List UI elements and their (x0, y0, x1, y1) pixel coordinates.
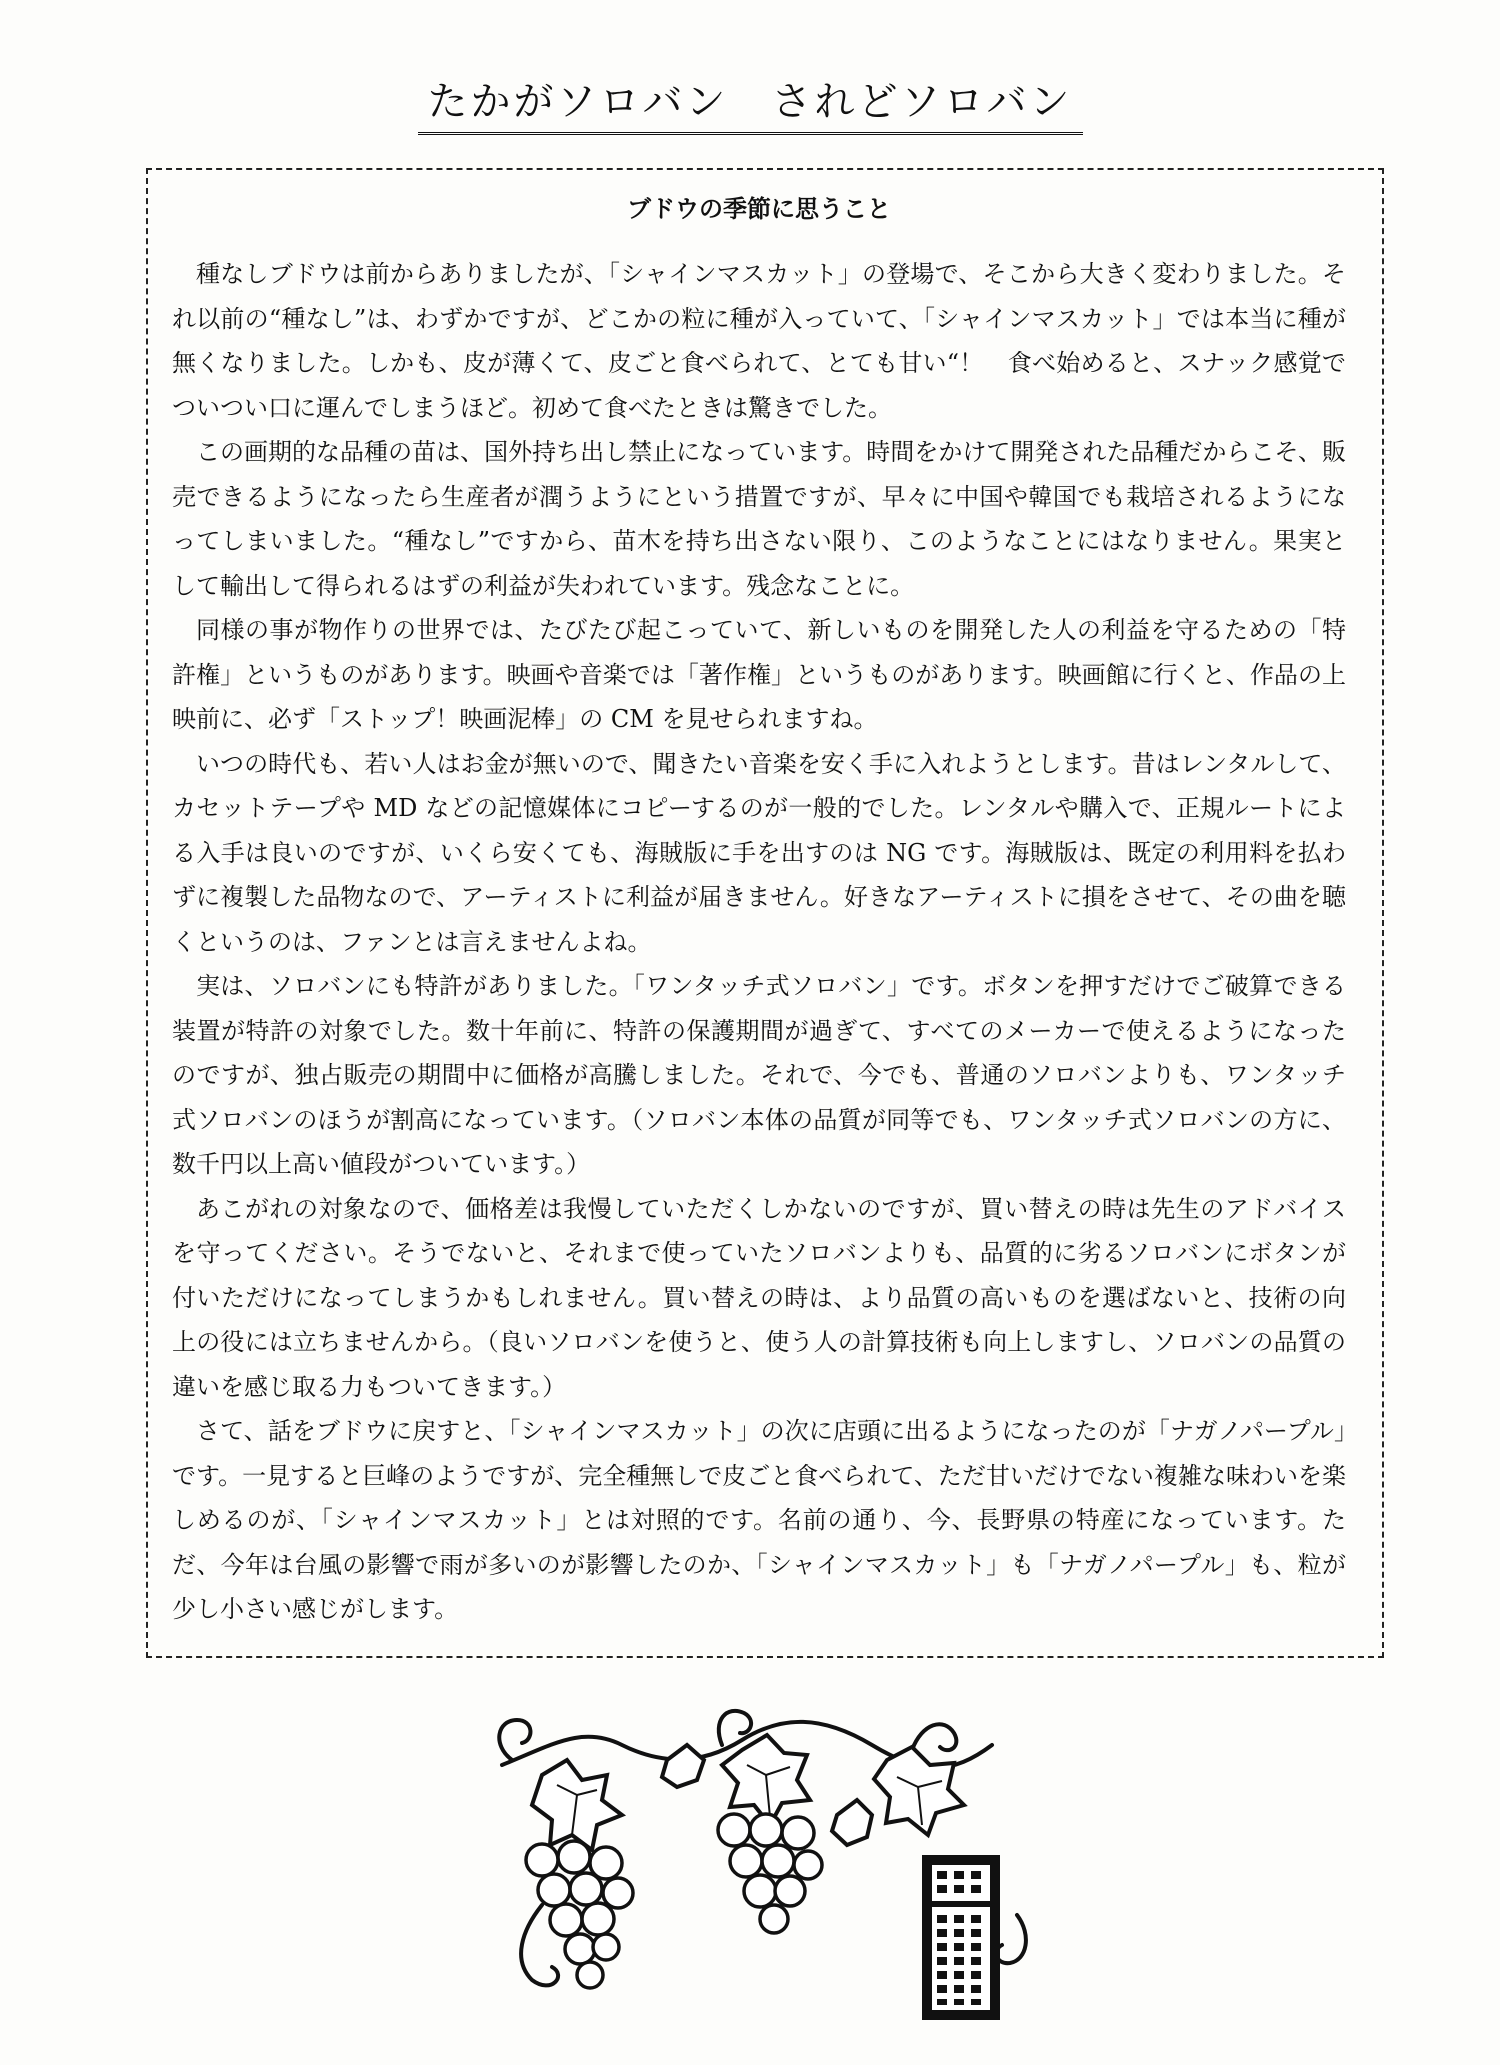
soroban-icon (922, 1855, 1000, 2020)
tendril-right-bottom (996, 1915, 1025, 1963)
leaf-left (532, 1760, 622, 1850)
page-title (0, 76, 1500, 135)
article-paragraph-4: いつの時代も、若い人はお金が無いので、聞きたい音楽を安く手に入れようとします。昔はレンタルして、カセットテープや MD などの記憶媒体にコピーするのが一般的でした。レンタルや購入で、正規ルートによる入手は良いのですが、いくら安くても、海賊版に手を出すのは NG です。海賊版は、既定の利用料を払わずに複製した品物なので、アーティストに利益が届きません。好きなアーティストに損をさせて、その曲を聴くというのは、ファンとは言えませんよね。 (172, 749, 1346, 956)
article-paragraph-7: さて、話をブドウに戻すと、「シャインマスカット」の次に店頭に出るようになったのが「ナガノパープル」です。一見すると巨峰のようですが、完全種無しで皮ごと食べられて、ただ甘いだけでない複雑な味わいを楽しめるのが、「シャインマスカット」とは対照的です。名前の通り、今、長野県の特産になっています。ただ、今年は台風の影響で雨が多いのが影響したのか、「シャインマスカット」も「ナガノパープル」も、粒が少し小さい感じがします。 (172, 1417, 1346, 1623)
tendril-center-top (719, 1711, 751, 1745)
article-box (146, 168, 1384, 1658)
article-paragraph-5: 実は、ソロバンにも特許がありました。「ワンタッチ式ソロバン」です。ボタンを押すだけでご破算できる装置が特許の対象でした。数十年前に、特許の保護期間が過ぎて、すべてのメーカーで使えるようになったのですが、独占販売の期間中に価格が高騰しました。それで、今でも、普通のソロバンよりも、ワンタッチ式ソロバンのほうが割高になっています。（ソロバン本体の品質が同等でも、ワンタッチ式ソロバンの方に、数千円以上高い値段がついています。） (172, 972, 1346, 1178)
article-body (172, 252, 1346, 1632)
article-paragraph-3: 同様の事が物作りの世界では、たびたび起こっていて、新しいものを開発した人の利益を守るための「特許権」というものがあります。映画や音楽では「著作権」というものがあります。映画館に行くと、作品の上映前に、必ず「ストップ！映画泥棒」の CM を見せられますね。 (172, 616, 1346, 733)
leaf-small-left (662, 1745, 704, 1787)
grape-cluster-center (718, 1814, 822, 1933)
article-heading: ブドウの季節に思うこと (627, 195, 891, 223)
article-paragraph-2: この画期的な品種の苗は、国外持ち出し禁止になっています。時間をかけて開発された品種だからこそ、販売できるようになったら生産者が潤うようにという措置ですが、早々に中国や韓国でも栽培されるようになってしまいました。“種なし”ですから、苗木を持ち出さない限り、このようなことにはなりません。果実として輸出して得られるはずの利益が失われています。残念なことに。 (172, 438, 1346, 600)
grape-vine-soroban-icon (472, 1705, 1032, 2035)
article-paragraph-6: あこがれの対象なので、価格差は我慢していただくしかないのですが、買い替えの時は先生のアドバイスを守ってください。そうでないと、それまで使っていたソロバンよりも、品質的に劣るソロバンにボタンが付いただけになってしまうかもしれません。買い替えの時は、より品質の高いものを選ばないと、技術の向上の役には立ちませんから。（良いソロバンを使うと、使う人の計算技術も向上しますし、ソロバンの品質の違いを感じ取る力もついてきます。） (172, 1194, 1346, 1401)
page-title-text: たかがソロバン されどソロバン (418, 76, 1083, 135)
article-paragraph-1: 種なしブドウは前からありましたが、「シャインマスカット」の登場で、そこから大きく変わりました。それ以前の“種なし”は、わずかですが、どこかの粒に種が入っていて、「シャインマスカット」では本当に種が無くなりました。しかも、皮が薄くて、皮ごと食べられて、とても甘い“！ 食べ始めると、スナック感覚でついつい口に運んでしまうほど。初めて食べたときは驚きでした。 (172, 260, 1346, 422)
tendril-right-top (912, 1724, 956, 1750)
leaf-small-right (832, 1800, 872, 1845)
grape-cluster-left (526, 1841, 633, 1988)
